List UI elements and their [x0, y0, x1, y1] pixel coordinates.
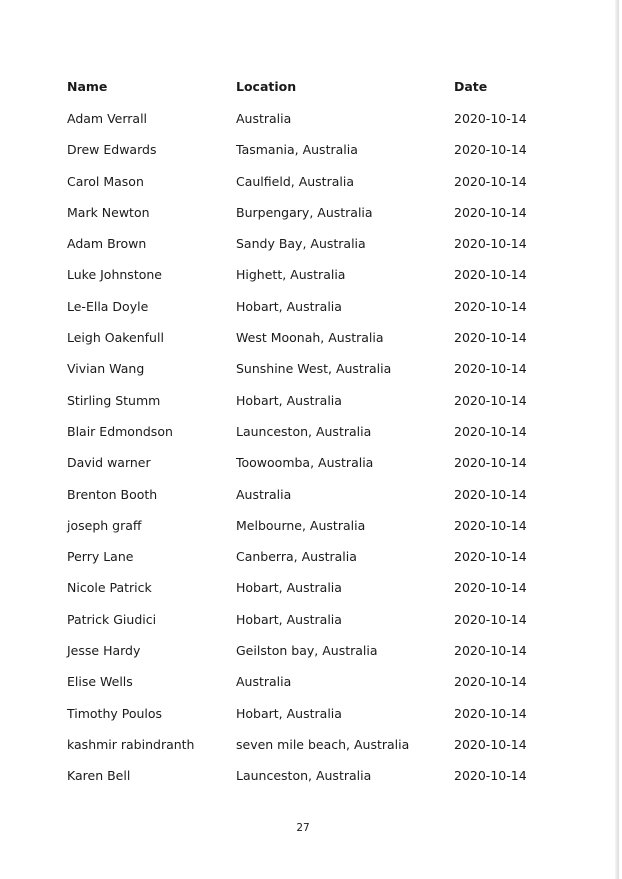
table-row [0, 421, 600, 452]
table-row [0, 484, 600, 515]
cell-location: seven mile beach, Australia [236, 736, 410, 752]
cell-location: Canberra, Australia [236, 549, 357, 565]
cell-location: Hobart, Australia [236, 611, 342, 627]
cell-name: Vivian Wang [67, 361, 145, 377]
table-row [0, 640, 600, 671]
cell-name: David warner [67, 455, 151, 471]
cell-location: Hobart, Australia [236, 392, 342, 408]
cell-location: Sunshine West, Australia [236, 361, 392, 377]
cell-location: Hobart, Australia [236, 705, 342, 721]
cell-location: Australia [236, 111, 292, 126]
cell-date: 2020-10-14 [454, 580, 527, 596]
cell-date: 2020-10-14 [454, 267, 527, 283]
cell-location: Sandy Bay, Australia [236, 236, 366, 252]
cell-location: Hobart, Australia [236, 580, 342, 596]
cell-date: 2020-10-14 [454, 330, 527, 346]
cell-name: Adam Brown [67, 236, 147, 252]
cell-name: Stirling Stumm [67, 392, 161, 408]
cell-date: 2020-10-14 [454, 643, 527, 659]
cell-date: 2020-10-14 [454, 674, 527, 690]
cell-name: Leigh Oakenfull [67, 330, 164, 346]
cell-location: Toowoomba, Australia [236, 455, 374, 471]
header-location: Location [236, 79, 297, 94]
table-row [0, 327, 600, 358]
cell-location: Caulfield, Australia [236, 173, 354, 189]
cell-name: Luke Johnstone [67, 267, 162, 283]
cell-date: 2020-10-14 [454, 298, 527, 314]
cell-date: 2020-10-14 [454, 736, 527, 752]
cell-name: Nicole Patrick [67, 580, 152, 596]
cell-date: 2020-10-14 [454, 705, 527, 721]
cell-date: 2020-10-14 [454, 173, 527, 189]
cell-name: Karen Bell [67, 768, 131, 784]
table-row [0, 171, 600, 202]
header-date: Date [454, 79, 488, 94]
table-row [0, 546, 600, 577]
table-row [0, 296, 600, 327]
table-row [0, 264, 600, 295]
cell-location: Burpengary, Australia [236, 204, 373, 220]
cell-date: 2020-10-14 [454, 392, 527, 408]
cell-name: Jesse Hardy [67, 643, 141, 659]
table-row [0, 734, 600, 765]
cell-date: 2020-10-14 [454, 768, 527, 784]
cell-date: 2020-10-14 [454, 517, 527, 533]
cell-name: Brenton Booth [67, 486, 158, 502]
cell-date: 2020-10-14 [454, 204, 527, 220]
cell-date: 2020-10-14 [454, 142, 527, 158]
cell-location: Launceston, Australia [236, 423, 372, 439]
table-row [0, 358, 600, 389]
page-edge-shadow [615, 0, 619, 879]
cell-location: Hobart, Australia [236, 298, 342, 314]
cell-location: Australia [236, 486, 292, 502]
cell-date: 2020-10-14 [454, 455, 527, 471]
table-row [0, 452, 600, 483]
header-name: Name [67, 79, 108, 94]
cell-name: Carol Mason [67, 173, 144, 189]
cell-date: 2020-10-14 [454, 111, 527, 126]
cell-location: Tasmania, Australia [236, 142, 358, 158]
cell-date: 2020-10-14 [454, 549, 527, 565]
cell-date: 2020-10-14 [454, 236, 527, 252]
cell-date: 2020-10-14 [454, 361, 527, 377]
cell-name: joseph graff [67, 517, 142, 533]
cell-name: kashmir rabindranth [67, 736, 195, 752]
table-row [0, 765, 600, 796]
cell-date: 2020-10-14 [454, 611, 527, 627]
table-row [0, 609, 600, 640]
cell-name: Adam Verrall [67, 111, 148, 126]
table-body [0, 108, 600, 797]
table-row [0, 390, 600, 421]
cell-name: Elise Wells [67, 674, 133, 690]
table-row [0, 108, 600, 139]
table-row [0, 233, 600, 264]
cell-location: Geilston bay, Australia [236, 643, 378, 659]
cell-name: Le-Ella Doyle [67, 298, 149, 314]
cell-location: Australia [236, 674, 292, 690]
cell-location: Melbourne, Australia [236, 517, 366, 533]
page-number: 27 [296, 822, 310, 834]
cell-name: Drew Edwards [67, 142, 157, 158]
cell-location: Launceston, Australia [236, 768, 372, 784]
cell-name: Timothy Poulos [67, 705, 163, 721]
table-row [0, 703, 600, 734]
table-row [0, 671, 600, 702]
table-row [0, 515, 600, 546]
cell-location: West Moonah, Australia [236, 330, 384, 346]
table-row [0, 577, 600, 608]
cell-date: 2020-10-14 [454, 486, 527, 502]
table-row [0, 139, 600, 170]
cell-name: Blair Edmondson [67, 423, 173, 439]
cell-date: 2020-10-14 [454, 423, 527, 439]
cell-location: Highett, Australia [236, 267, 346, 283]
cell-name: Mark Newton [67, 204, 150, 220]
cell-name: Perry Lane [67, 549, 134, 565]
table-header-row [0, 76, 600, 98]
table-row [0, 202, 600, 233]
cell-name: Patrick Giudici [67, 611, 157, 627]
